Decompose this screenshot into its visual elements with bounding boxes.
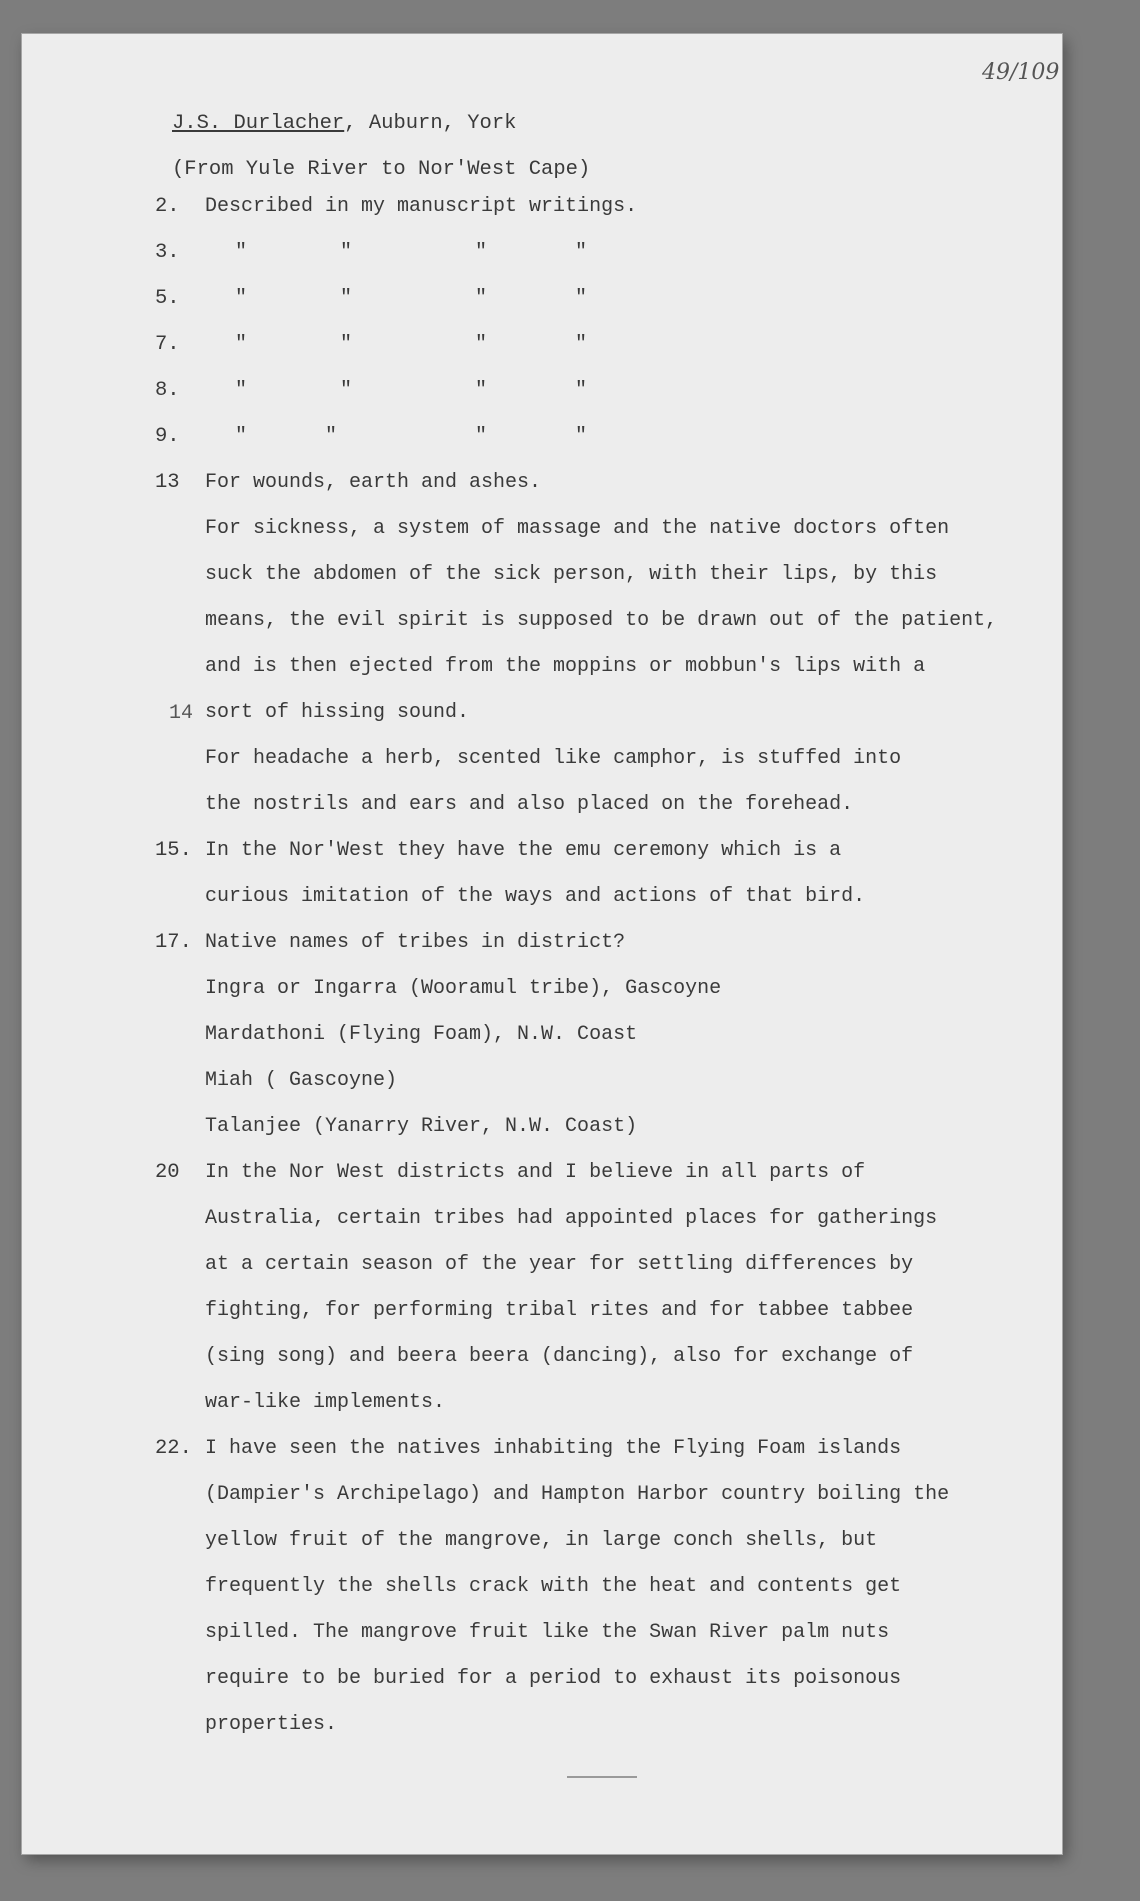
entry-number: 5. bbox=[155, 287, 180, 310]
entry-number: 3. bbox=[155, 241, 180, 264]
ditto-mark: " bbox=[575, 425, 588, 448]
entry-line: fighting, for performing tribal rites and for tabbee tabbee bbox=[205, 1299, 914, 1322]
ditto-mark: " bbox=[235, 425, 248, 448]
entry-number: 8. bbox=[155, 379, 180, 402]
ditto-row bbox=[205, 414, 705, 460]
entry-line: Native names of tribes in district? bbox=[205, 931, 626, 954]
entry-line: spilled. The mangrove fruit like the Swan River palm nuts bbox=[205, 1621, 890, 1644]
entry-line: means, the evil spirit is supposed to be drawn out of the patient, bbox=[205, 609, 998, 632]
ditto-mark: " bbox=[340, 379, 353, 402]
entry-line: curious imitation of the ways and actions of that bird. bbox=[205, 885, 866, 908]
author-name: J.S. Durlacher bbox=[172, 112, 345, 135]
ditto-mark: " bbox=[575, 379, 588, 402]
ditto-mark: " bbox=[235, 241, 248, 264]
entry-line: Described in my manuscript writings. bbox=[205, 195, 638, 218]
ditto-mark: " bbox=[475, 425, 488, 448]
entry-line: frequently the shells crack with the heat and contents get bbox=[205, 1575, 902, 1598]
route-line: (From Yule River to Nor'West Cape) bbox=[172, 158, 591, 181]
entry-line: yellow fruit of the mangrove, in large conch shells, but bbox=[205, 1529, 878, 1552]
entry-body bbox=[205, 1150, 1040, 1426]
entry-line: require to be buried for a period to exhaust its poisonous bbox=[205, 1667, 902, 1690]
entry-line: For sickness, a system of massage and the native doctors often bbox=[205, 517, 950, 540]
ditto-mark: " bbox=[235, 333, 248, 356]
entry-line: Miah ( Gascoyne) bbox=[205, 1069, 398, 1092]
entry-line: at a certain season of the year for settling differences by bbox=[205, 1253, 914, 1276]
document-page bbox=[22, 34, 1062, 1854]
ditto-mark: " bbox=[235, 287, 248, 310]
entry-number: 17. bbox=[155, 931, 192, 954]
entry-line: Talanjee (Yanarry River, N.W. Coast) bbox=[205, 1115, 638, 1138]
ditto-mark: " bbox=[475, 287, 488, 310]
entry-body bbox=[205, 920, 1040, 1150]
ditto-mark: " bbox=[575, 241, 588, 264]
entry-number: 13 bbox=[155, 471, 180, 494]
entry-line: For wounds, earth and ashes. bbox=[205, 471, 542, 494]
entry-line: I have seen the natives inhabiting the Flying Foam islands bbox=[205, 1437, 902, 1460]
ditto-mark: " bbox=[475, 379, 488, 402]
ditto-mark: " bbox=[475, 241, 488, 264]
entry-line: For headache a herb, scented like camphor, is stuffed into bbox=[205, 747, 902, 770]
entry-body bbox=[205, 828, 1040, 920]
entry-line: (Dampier's Archipelago) and Hampton Harbor country boiling the bbox=[205, 1483, 950, 1506]
author-line bbox=[172, 112, 516, 135]
entry-line: sort of hissing sound. bbox=[205, 701, 470, 724]
entry-number: 2. bbox=[155, 195, 180, 218]
entry-number: 15. bbox=[155, 839, 192, 862]
entry-line: In the Nor West districts and I believe in all parts of bbox=[205, 1161, 866, 1184]
entry-body bbox=[205, 1426, 1040, 1748]
ditto-mark: " bbox=[340, 333, 353, 356]
entry-line: properties. bbox=[205, 1713, 338, 1736]
ditto-mark: " bbox=[575, 287, 588, 310]
ditto-mark: " bbox=[340, 287, 353, 310]
entry-line: suck the abdomen of the sick person, with their lips, by this bbox=[205, 563, 938, 586]
entry-number: 20 bbox=[155, 1161, 180, 1184]
ditto-row bbox=[205, 230, 705, 276]
entry-line: Ingra or Ingarra (Wooramul tribe), Gascoyne bbox=[205, 977, 722, 1000]
entry-line: In the Nor'West they have the emu ceremony which is a bbox=[205, 839, 842, 862]
entry-line: (sing song) and beera beera (dancing), also for exchange of bbox=[205, 1345, 914, 1368]
entry-line: Mardathoni (Flying Foam), N.W. Coast bbox=[205, 1023, 638, 1046]
stray-ink-mark bbox=[567, 1776, 637, 1778]
author-location: , Auburn, York bbox=[344, 112, 517, 135]
entry-line: and is then ejected from the moppins or mobbun's lips with a bbox=[205, 655, 926, 678]
entry-line: Australia, certain tribes had appointed places for gatherings bbox=[205, 1207, 938, 1230]
ditto-mark: " bbox=[325, 425, 338, 448]
entry-line: war-like implements. bbox=[205, 1391, 446, 1414]
margin-note: 14 bbox=[169, 702, 194, 725]
ditto-row bbox=[205, 276, 705, 322]
ditto-row bbox=[205, 368, 705, 414]
entry-body bbox=[205, 184, 1040, 230]
ditto-mark: " bbox=[340, 241, 353, 264]
ditto-mark: " bbox=[475, 333, 488, 356]
entry-number: 9. bbox=[155, 425, 180, 448]
folio-number: 49/109 bbox=[982, 60, 1060, 85]
entry-number: 22. bbox=[155, 1437, 192, 1460]
ditto-mark: " bbox=[575, 333, 588, 356]
ditto-mark: " bbox=[235, 379, 248, 402]
entry-body bbox=[205, 460, 1040, 828]
entry-line: the nostrils and ears and also placed on the forehead. bbox=[205, 793, 854, 816]
ditto-row bbox=[205, 322, 705, 368]
entry-number: 7. bbox=[155, 333, 180, 356]
